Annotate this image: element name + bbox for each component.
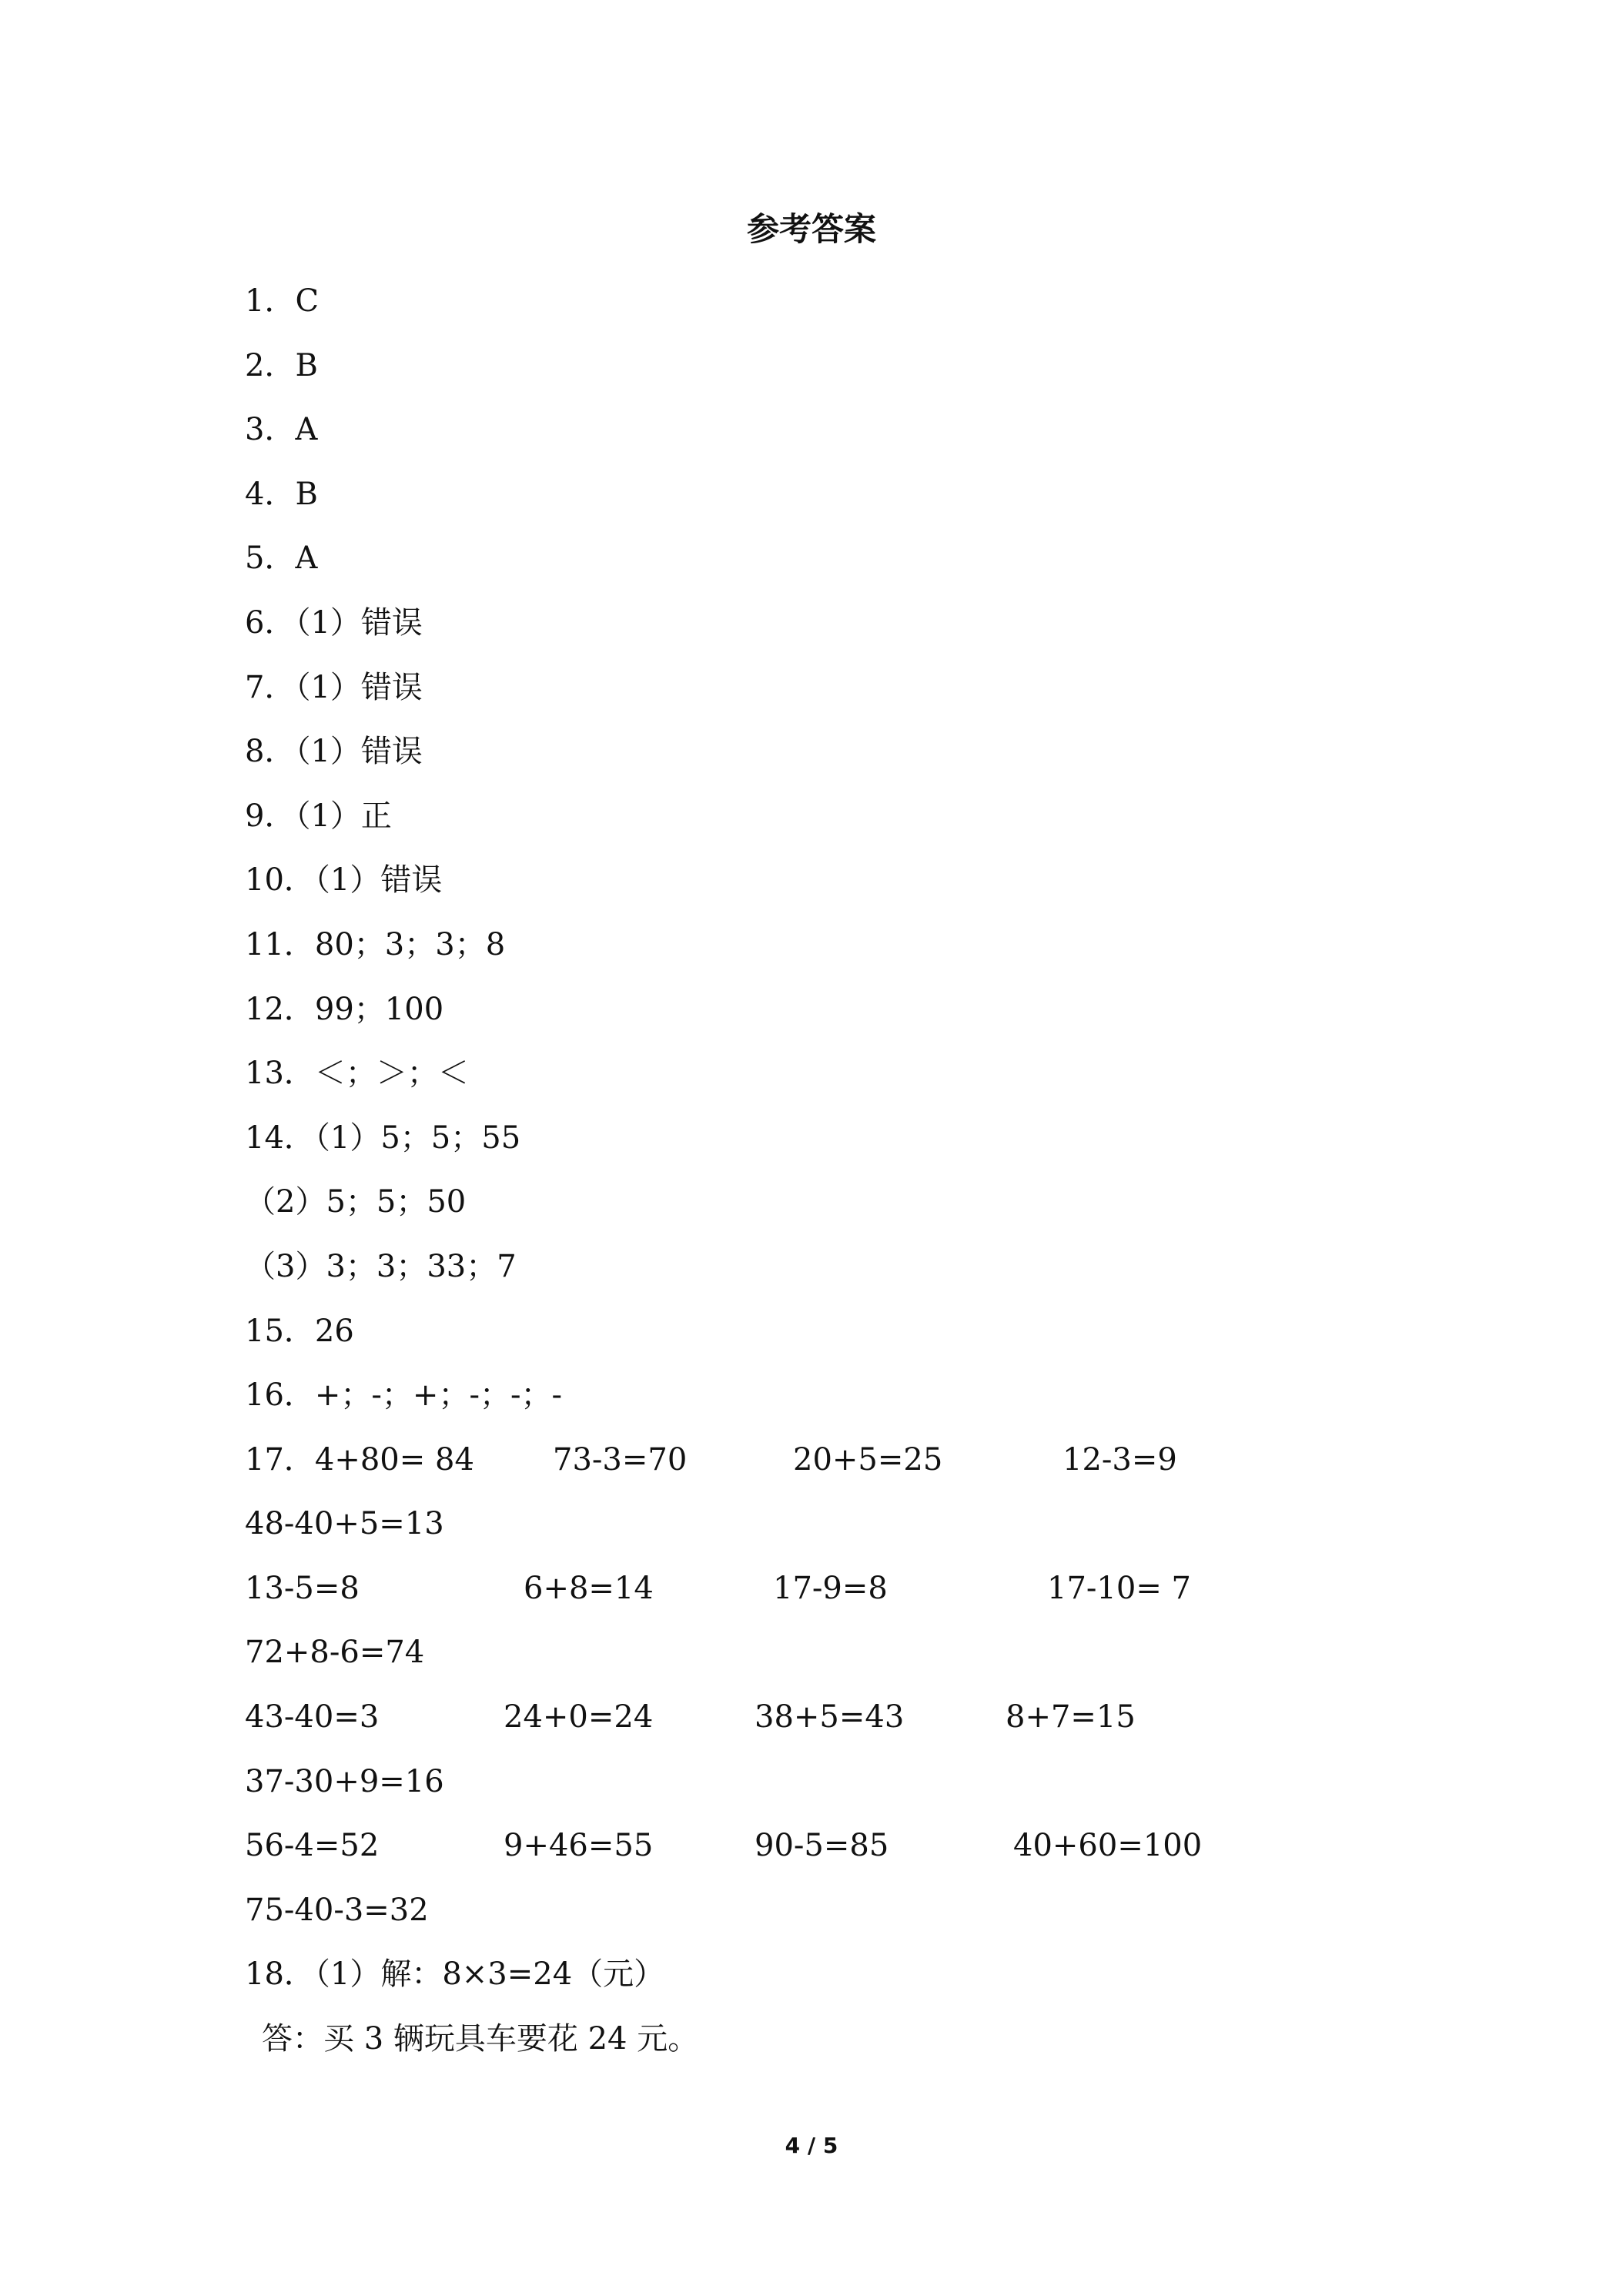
answer-line: 8．（1）错误 — [245, 734, 423, 770]
answer-line: 3．A — [245, 412, 318, 448]
answer-line: 10．（1）错误 — [245, 862, 443, 899]
q17-row: 48-40+5=13 — [245, 1506, 444, 1542]
answer-line: 12．99；100 — [245, 991, 444, 1027]
answer-list — [245, 269, 1477, 2072]
page-title: 参考答案 — [746, 210, 876, 248]
equation: 40+60=100 — [1013, 1828, 1203, 1864]
q17-row: 75-40-3=32 — [245, 1892, 429, 1928]
answer-line: （3）3；3；33；7 — [245, 1248, 517, 1284]
q17-row: 37-30+9=16 — [245, 1763, 444, 1799]
answer-line: 2．B — [245, 347, 318, 383]
answer-line: （2）5；5；50 — [245, 1184, 467, 1220]
answer-line: 11．80；3；3；8 — [245, 926, 506, 962]
equation: 20+5=25 — [793, 1441, 943, 1478]
equation: 56-4=52 — [245, 1828, 380, 1864]
answer-line: 16．+；-；+；-；-；- — [245, 1377, 562, 1414]
answer-line: 4．B — [245, 476, 318, 512]
equation: 73-3=70 — [553, 1441, 688, 1478]
q17-row — [245, 1814, 1477, 1879]
answer-line: 9．（1）正 — [245, 798, 392, 834]
equation: 17-9=8 — [773, 1570, 888, 1606]
answer-line: 7．（1）错误 — [245, 669, 423, 705]
equation: 17-10= 7 — [1047, 1570, 1191, 1606]
equation: 9+46=55 — [504, 1828, 654, 1864]
answer-line: 14．（1）5；5；55 — [245, 1120, 521, 1156]
equation: 24+0=24 — [504, 1699, 654, 1735]
answer-line: 15．26 — [245, 1313, 354, 1349]
q18-answer: 答：买 3 辆玩具车要花 24 元。 — [262, 2021, 699, 2057]
equation: 6+8=14 — [524, 1570, 654, 1606]
q17-row: 72+8-6=74 — [245, 1635, 425, 1671]
q17-row — [245, 1685, 1477, 1750]
equation: 12-3=9 — [1062, 1441, 1177, 1478]
q18-solution: 18．（1）解：8×3=24（元） — [245, 1956, 665, 1993]
q17-row — [245, 1428, 1477, 1493]
answer-line: 13．＜；＞；＜ — [245, 1056, 469, 1092]
answer-line: 5．A — [245, 541, 318, 577]
equation: 43-40=3 — [245, 1699, 380, 1735]
equation: 17．4+80= 84 — [245, 1441, 474, 1478]
page-number: 4 / 5 — [785, 2133, 838, 2158]
answer-line: 1．C — [245, 283, 320, 319]
answer-line: 6．（1）错误 — [245, 604, 423, 641]
equation: 13-5=8 — [245, 1570, 360, 1606]
equation: 38+5=43 — [755, 1699, 905, 1735]
equation: 8+7=15 — [1006, 1699, 1136, 1735]
equation: 90-5=85 — [755, 1828, 889, 1864]
q17-row — [245, 1557, 1477, 1622]
